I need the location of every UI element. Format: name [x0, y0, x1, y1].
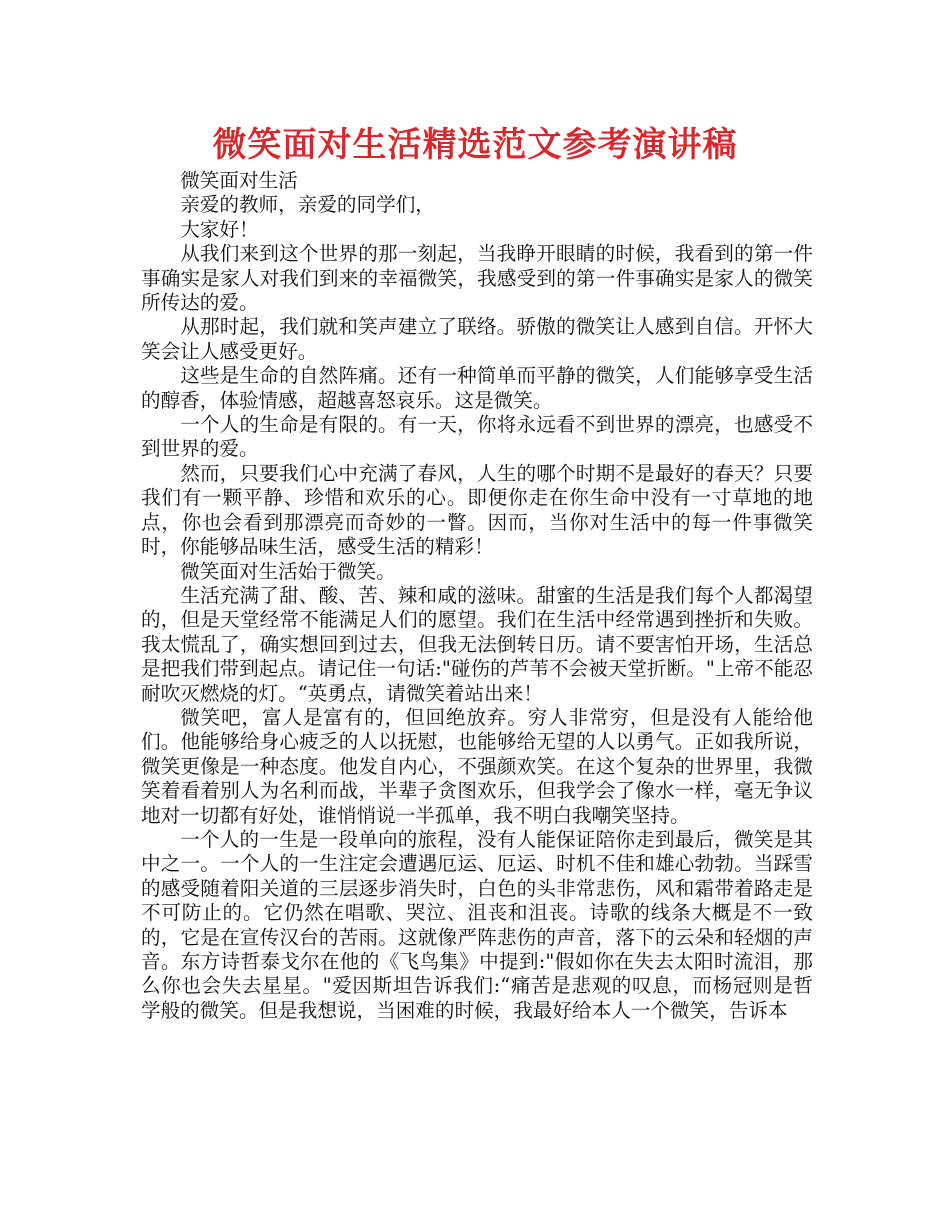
paragraph: 从那时起，我们就和笑声建立了联络。骄傲的微笑让人感到自信。开怀大笑会让人感受更好。: [141, 315, 813, 363]
paragraph: 然而，只要我们心中充满了春风，人生的哪个时期不是最好的春天？只要我们有一颗平静、珍惜和欢乐的心。即便你走在你生命中没有一寸草地的地点，你也会看到那漂亮而奇妙的一瞥。因而，当你对生活中的每一件事微笑时，你能够品味生活，感受生活的精彩！: [141, 461, 813, 559]
paragraph: 亲爱的教师，亲爱的同学们，: [180, 193, 435, 217]
paragraph: 这些是生命的自然阵痛。还有一种简单而平静的微笑，人们能够享受生活的醇香，体验情感，超越喜怒哀乐。这是微笑。: [141, 364, 813, 412]
paragraph: 微笑面对生活始于微笑。: [180, 559, 396, 583]
paragraph: 一个人的一生是一段单向的旅程，没有人能保证陪你走到最后，微笑是其中之一。一个人的一生注定会遭遇厄运、厄运、时机不佳和雄心勃勃。当踩雪的感受随着阳关道的三层逐步消失时，白色的头非常悲伤，风和霜带着路走是不可防止的。它仍然在唱歌、哭泣、沮丧和沮丧。诗歌的线条大概是不一致的，它是在宣传汉台的苦雨。这就像严阵悲伤的声音，落下的云朵和轻烟的声音。东方诗哲泰戈尔在他的《飞鸟集》中提到:"假如你在失去太阳时流泪，那么你也会失去星星。"爱因斯坦告诉我们:“痛苦是悲观的叹息，而杨冠则是哲学般的微笑。但是我想说，当困难的时候，我最好给本人一个微笑，告诉本: [141, 827, 813, 1022]
paragraph: 大家好！: [180, 217, 259, 241]
paragraph: 微笑面对生活: [180, 169, 298, 192]
paragraph: 一个人的生命是有限的。有一天，你将永远看不到世界的漂亮，也感受不到世界的爱。: [141, 413, 813, 461]
paragraph: 生活充满了甜、酸、苦、辣和咸的滋味。甜蜜的生活是我们每个人都渴望的，但是天堂经常不能满足人们的愿望。我们在生活中经常遇到挫折和失败。我太慌乱了，确实想回到过去，但我无法倒转日历。请不要害怕开场，生活总是把我们带到起点。请记住一句话:"碰伤的芦苇不会被天堂折断。"上帝不能忍耐吹灭燃烧的灯。“英勇点，请微笑着站出来！: [141, 583, 813, 705]
document-title: 微笑面对生活精选范文参考演讲稿: [212, 125, 738, 165]
paragraph: 从我们来到这个世界的那一刻起，当我睁开眼睛的时候，我看到的第一件事确实是家人对我们到来的幸福微笑，我感受到的第一件事确实是家人的微笑所传达的爱。: [141, 242, 813, 315]
paragraph: 微笑吧，富人是富有的，但回绝放弃。穷人非常穷，但是没有人能给他们。他能够给身心疲乏的人以抚慰，也能够给无望的人以勇气。正如我所说，微笑更像是一种态度。他发自内心，不强颜欢笑。在这个复杂的世界里，我微笑着看着别人为名利而战，半辈子贪图欢乐，但我学会了像水一样，毫无争议地对一切都有好处，谁悄悄说一半孤单，我不明白我嘲笑坚持。: [141, 705, 813, 827]
document-body: [141, 169, 813, 1023]
